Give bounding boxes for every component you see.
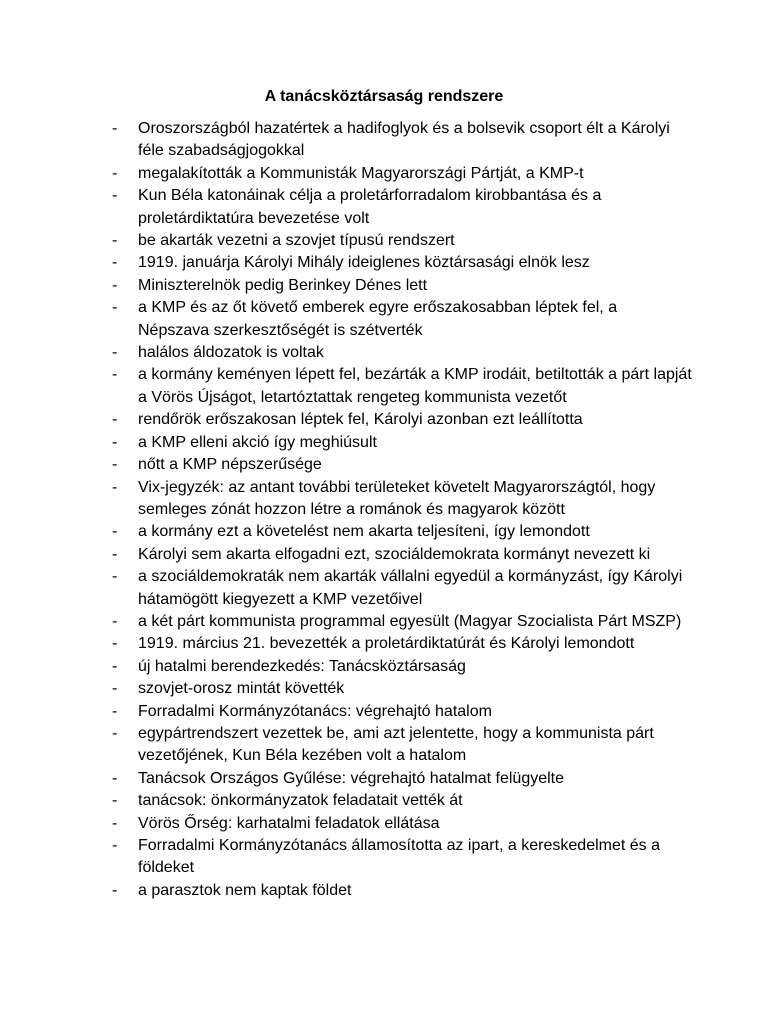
bullet-dash: - — [112, 680, 118, 698]
list-item — [112, 477, 692, 522]
bullet-dash: - — [112, 411, 118, 429]
list-item-text: Kun Béla katonáinak célja a proletárforradalom kirobbantása és a proletárdiktatúra bevezetése volt — [138, 187, 602, 227]
list-item — [112, 185, 692, 230]
list-item-text: tanácsok: önkormányzatok feladatait vették át — [138, 792, 463, 810]
list-item — [112, 678, 692, 700]
bullet-dash: - — [112, 254, 118, 272]
bullet-dash: - — [112, 657, 118, 675]
list-item — [112, 611, 692, 633]
list-item-text: Vörös Őrség: karhatalmi feladatok ellátása — [138, 814, 440, 832]
bullet-dash: - — [112, 881, 118, 899]
bullet-dash: - — [112, 702, 118, 720]
list-item-text: Tanácsok Országos Gyűlése: végrehajtó hatalmat felügyelte — [138, 769, 565, 787]
bullet-dash: - — [112, 523, 118, 541]
bullet-dash: - — [112, 612, 118, 630]
list-item — [112, 880, 692, 902]
bullet-dash: - — [112, 299, 118, 317]
list-item-text: Károlyi sem akarta elfogadni ezt, szociáldemokrata kormányt nevezett ki — [138, 545, 651, 563]
list-item — [112, 544, 692, 566]
list-item-text: rendőrök erőszakosan léptek fel, Károlyi azonban ezt leállította — [138, 411, 583, 429]
list-item-text: szovjet-orosz mintát követték — [138, 680, 345, 698]
bullet-dash: - — [112, 164, 118, 182]
list-item-text: a KMP elleni akció így meghiúsult — [138, 433, 377, 451]
list-item — [112, 813, 692, 835]
list-item-text: nőtt a KMP népszerűsége — [138, 456, 322, 474]
list-item — [112, 297, 692, 342]
list-item-text: a kormány keményen lépett fel, bezárták a KMP irodáit, betiltották a párt lapját a Vörös Újságot, letartóztattak rengeteg kommunista vezetőt — [138, 366, 692, 406]
list-item — [112, 454, 692, 476]
bullet-list — [112, 118, 692, 902]
list-item — [112, 835, 692, 880]
bullet-dash: - — [112, 120, 118, 137]
list-item — [112, 364, 692, 409]
list-item-text: Vix-jegyzék: az antant további területeket követelt Magyarországtól, hogy semleges zónát hozzon létre a románok és magyarok között — [138, 478, 656, 518]
list-item — [112, 275, 692, 297]
list-item-text: Oroszországból hazatértek a hadifoglyok és a bolsevik csoport élt a Károlyi féle szabadságjogokkal — [138, 120, 670, 160]
bullet-dash: - — [112, 433, 118, 451]
list-item-text: a kormány ezt a követelést nem akarta teljesíteni, így lemondott — [138, 523, 590, 541]
list-item-text: halálos áldozatok is voltak — [138, 344, 324, 362]
list-item-text: 1919. március 21. bevezették a proletárdiktatúrát és Károlyi lemondott — [138, 635, 635, 653]
bullet-dash: - — [112, 545, 118, 563]
document-title: A tanácsköztársaság rendszere — [264, 88, 504, 105]
list-item — [112, 723, 692, 768]
bullet-dash: - — [112, 814, 118, 832]
bullet-dash: - — [112, 366, 118, 384]
bullet-dash: - — [112, 724, 118, 742]
bullet-dash: - — [112, 344, 118, 362]
list-item — [112, 521, 692, 543]
list-item-text: Forradalmi Kormányzótanács: végrehajtó hatalom — [138, 702, 492, 720]
bullet-dash: - — [112, 837, 118, 854]
list-item — [112, 566, 692, 611]
list-item-text: 1919. januárja Károlyi Mihály ideiglenes köztársasági elnök lesz — [138, 254, 590, 272]
bullet-dash: - — [112, 456, 118, 474]
list-item — [112, 701, 692, 723]
list-item — [112, 790, 692, 812]
list-item — [112, 118, 692, 163]
bullet-dash: - — [112, 232, 118, 250]
list-item-text: a két párt kommunista programmal egyesült (Magyar Szocialista Párt MSZP) — [138, 612, 682, 630]
list-item — [112, 230, 692, 252]
list-item-text: új hatalmi berendezkedés: Tanácsköztársaság — [138, 657, 466, 675]
list-item — [112, 633, 692, 655]
bullet-dash: - — [112, 478, 118, 496]
bullet-dash: - — [112, 276, 118, 294]
bullet-dash: - — [112, 568, 118, 586]
bullet-dash: - — [112, 635, 118, 653]
list-item — [112, 768, 692, 790]
bullet-dash: - — [112, 792, 118, 810]
list-item-text: megalakították a Kommunisták Magyarországi Pártját, a KMP-t — [138, 164, 584, 182]
list-item-text: a szociáldemokraták nem akarták vállalni egyedül a kormányzást, így Károlyi hátamögött kiegyezett a KMP vezetőivel — [138, 568, 683, 608]
list-item — [112, 409, 692, 431]
list-item — [112, 163, 692, 185]
list-item — [112, 342, 692, 364]
list-item-text: be akarták vezetni a szovjet típusú rendszert — [138, 232, 455, 250]
list-item — [112, 656, 692, 678]
bullet-dash: - — [112, 187, 118, 205]
bullet-dash: - — [112, 769, 118, 787]
list-item — [112, 432, 692, 454]
list-item-text: Forradalmi Kormányzótanács államosította az ipart, a kereskedelmet és a földeket — [138, 837, 661, 877]
list-item — [112, 252, 692, 274]
list-item-text: egypártrendszert vezettek be, ami azt jelentette, hogy a kommunista párt vezetőjének, Kun Béla kezében volt a hatalom — [138, 724, 654, 765]
list-item-text: a parasztok nem kaptak földet — [138, 881, 352, 899]
list-item-text: a KMP és az őt követő emberek egyre erőszakosabban léptek fel, a Népszava szerkesztőségét is szétverték — [138, 299, 618, 339]
list-item-text: Miniszterelnök pedig Berinkey Dénes lett — [138, 276, 428, 294]
